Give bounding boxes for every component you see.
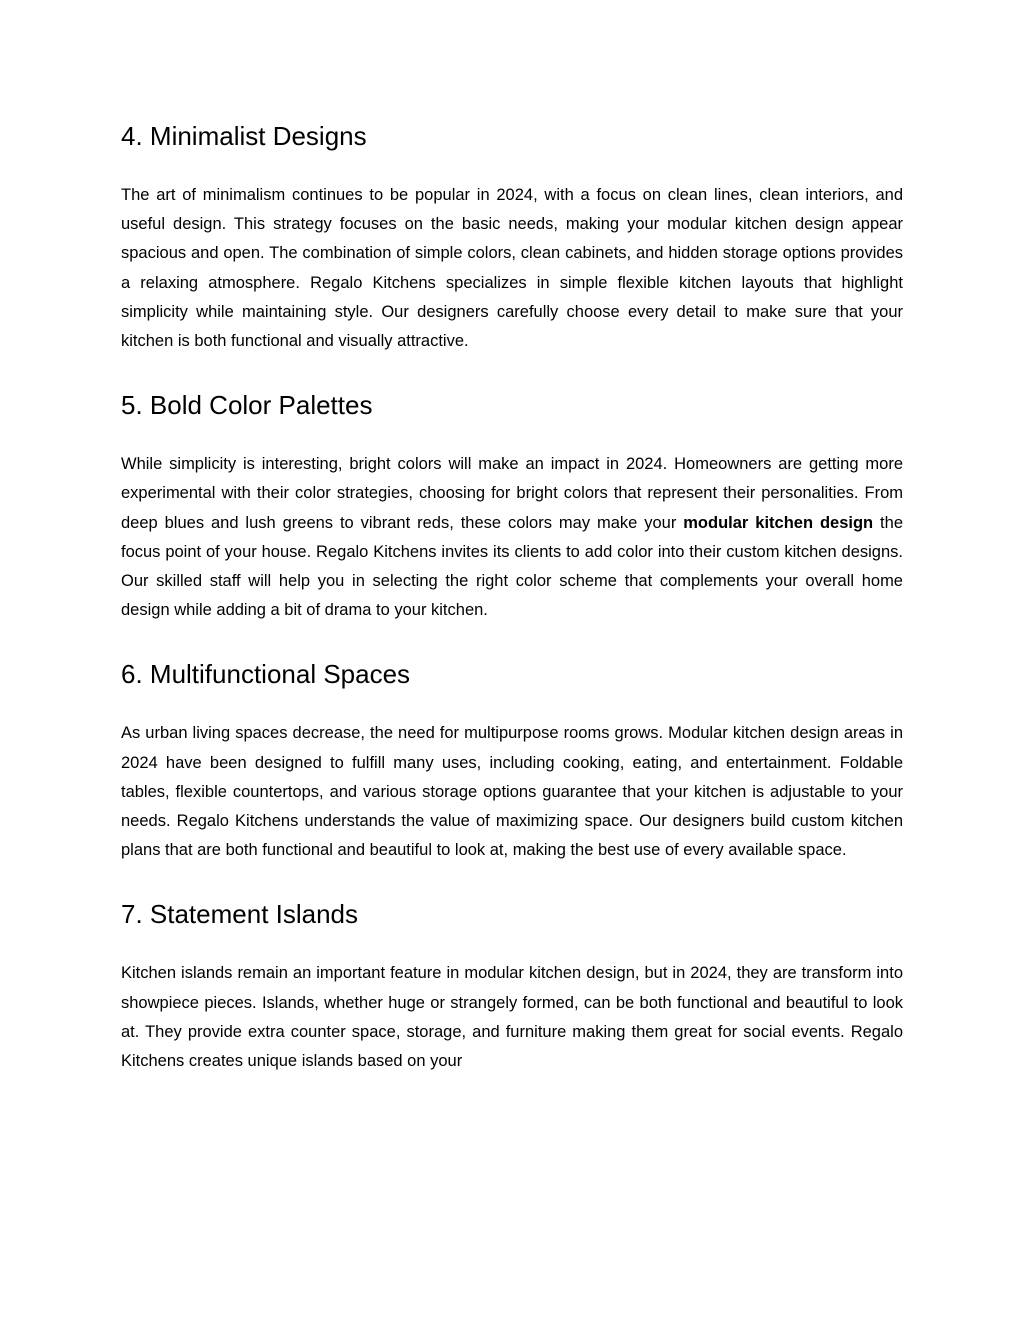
paragraph-text-before: While simplicity is interesting, bright colors will make an impact in 2024. Homeowners are getting more experimental with their color strategies, choosing for bright colors that represent their personalities. From deep blues and lush greens to vibrant reds, these colors may make your (121, 455, 903, 532)
section-heading-statement-islands: 7. Statement Islands (121, 899, 359, 930)
section-paragraph-multifunctional-spaces: As urban living spaces decrease, the need for multipurpose rooms grows. Modular kitchen design areas in 2024 have been designed to fulfill many uses, including cooking, eating, and entertainment. Foldable tables, flexible countertops, and various storage options guarantee that your kitchen is adjustable to your needs. Regalo Kitchens understands the value of maximizing space. Our designers build custom kitchen plans that are both functional and beautiful to look at, making the best use of every available space. (121, 724, 903, 860)
section-paragraph-statement-islands: Kitchen islands remain an important feature in modular kitchen design, but in 2024, they are transform into showpiece pieces. Islands, whether huge or strangely formed, can be both functional and beautiful to look at. They provide extra counter space, storage, and furniture making them great for social events. Regalo Kitchens creates unique islands based on your (121, 964, 903, 1071)
section-paragraph-minimalist-designs: The art of minimalism continues to be popular in 2024, with a focus on clean lines, clean interiors, and useful design. This strategy focuses on the basic needs, making your modular kitchen design appear spacious and open. The combination of simple colors, clean cabinets, and hidden storage options provides a relaxing atmosphere. Regalo Kitchens specializes in simple flexible kitchen layouts that highlight simplicity while maintaining style. Our designers carefully choose every detail to make sure that your kitchen is both functional and visually attractive. (121, 186, 903, 351)
document-page (121, 104, 903, 1076)
section-paragraph-bold-color-palettes (121, 450, 903, 625)
section-heading-multifunctional-spaces: 6. Multifunctional Spaces (121, 659, 411, 690)
bold-keyword-text: modular kitchen design (683, 513, 874, 532)
paragraph-text-after: the focus point of your house. Regalo Kitchens invites its clients to add color into their custom kitchen designs. Our skilled staff will help you in selecting the right color scheme that complements your overall home design while adding a bit of drama to your kitchen. (121, 513, 903, 620)
section-heading-minimalist-designs: 4. Minimalist Designs (121, 121, 367, 151)
section-heading-bold-color-palettes: 5. Bold Color Palettes (121, 390, 373, 421)
